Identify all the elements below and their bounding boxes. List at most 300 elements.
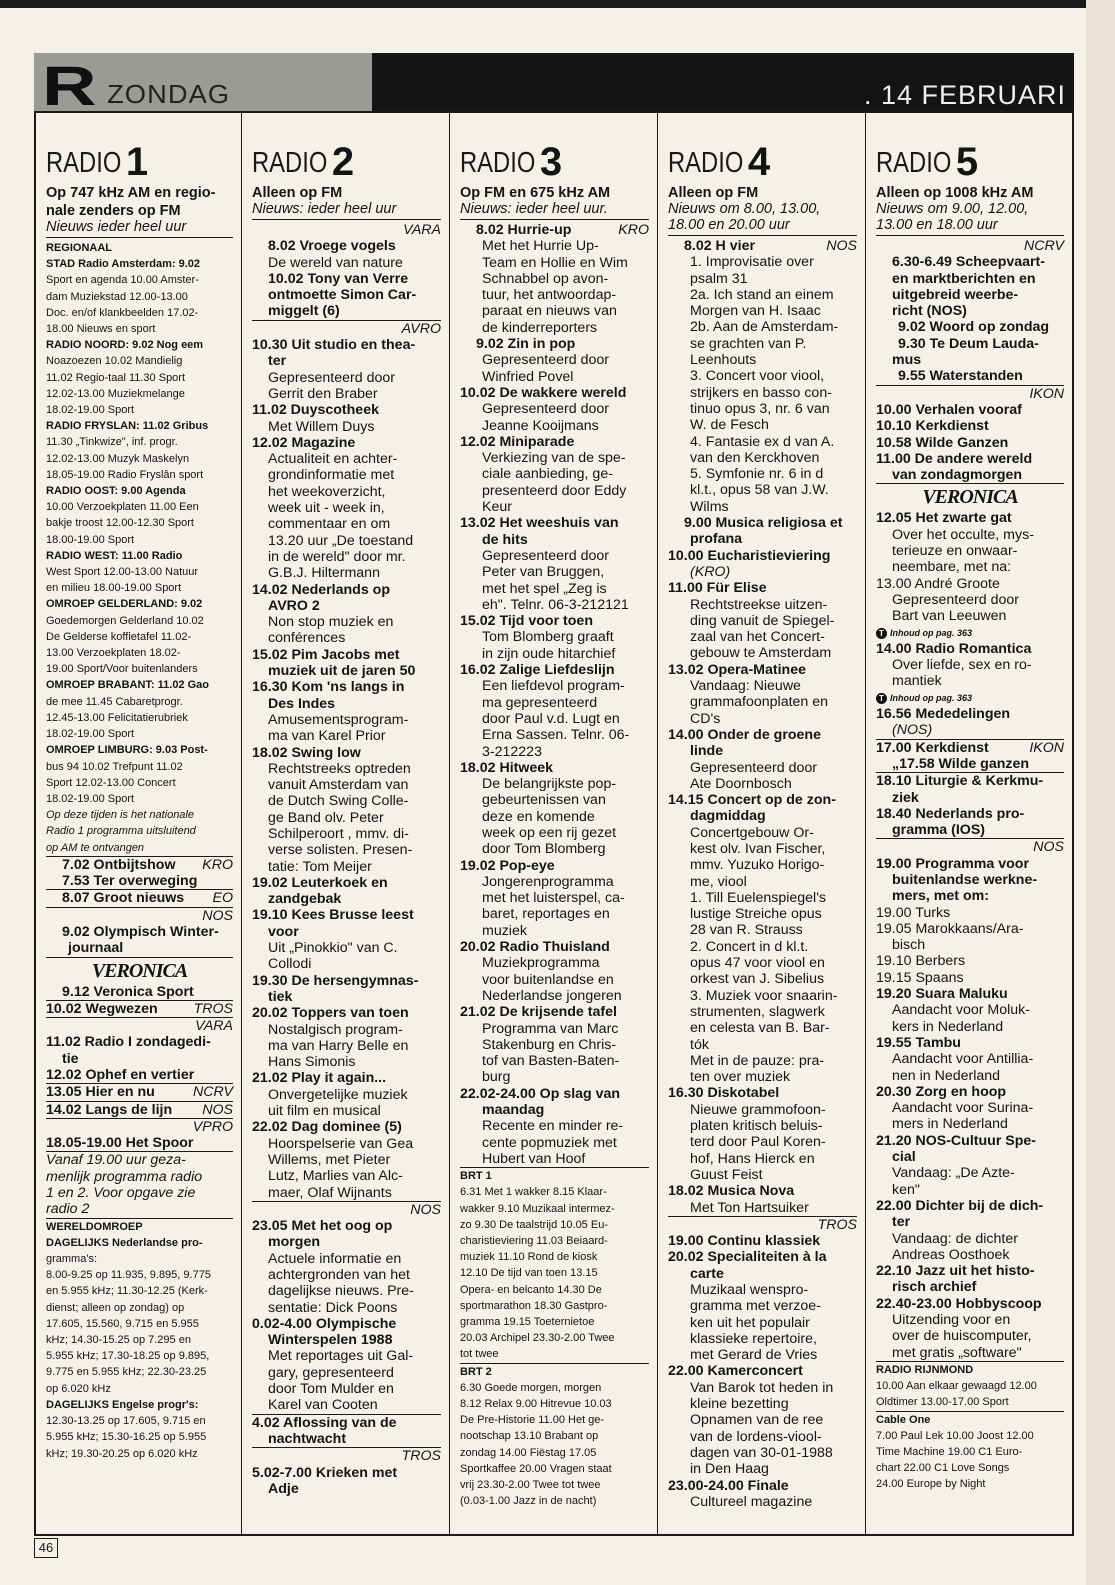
program-line: tatie: Tom Meijer xyxy=(268,858,372,875)
program-line: van den Kerckhoven xyxy=(690,449,820,466)
program-line: OMROEP GELDERLAND: 9.02 xyxy=(46,598,203,611)
program-line: Collodi xyxy=(268,956,312,973)
program-line: nootschap 13.10 Brabant op xyxy=(460,1430,599,1443)
program-line: Radio 1 programma uitsluitend xyxy=(46,825,196,838)
page-header xyxy=(34,53,1074,117)
program-line: opus 47 voor viool en xyxy=(690,955,825,972)
program-line: ken" xyxy=(892,1181,920,1198)
top-rule xyxy=(0,0,1115,8)
program-line: de hits xyxy=(482,531,528,548)
program-line: Met reportages uit Gal- xyxy=(268,1348,414,1365)
column-heading xyxy=(46,113,233,183)
program-line: en marktberichten en xyxy=(892,270,1036,287)
program-line: nachtwacht xyxy=(252,1431,441,1448)
program-line: 19.00 Programma voor xyxy=(876,855,1029,872)
program-line: 15.02 Tijd voor toen xyxy=(460,613,593,630)
news-line: Nieuws om 8.00, 13.00, xyxy=(668,201,821,217)
program-line: strumenten, slagwerk xyxy=(690,1003,825,1020)
program-line: 24.00 Europe by Night xyxy=(876,1478,986,1491)
program-line: in de wereld" door mr. xyxy=(268,548,406,565)
radio-5-column xyxy=(866,113,1072,1534)
program-line: RADIO NOORD: 9.02 Nog eem xyxy=(46,339,204,352)
program-line: paraat en nieuws van xyxy=(482,303,617,320)
program-line: Met Willem Duys xyxy=(268,418,375,435)
program-line: zaal van het Concert- xyxy=(690,629,825,646)
program-line: met het luisterspel, ca- xyxy=(482,890,625,907)
program-line: tók xyxy=(690,1036,709,1053)
program-line: Goedemorgen Gelderland 10.02 xyxy=(46,614,204,627)
program-line: 13.02 Het weeshuis van xyxy=(460,515,619,532)
program-line: 16.02 Zalige Liefdeslijn xyxy=(460,662,615,679)
frequency-info: Alleen op FM xyxy=(668,185,759,201)
program-line: 20.03 Archipel 23.30-2.00 Twee xyxy=(460,1332,615,1345)
program-line: journaal xyxy=(46,940,233,957)
program-line: de Dutch Swing Colle- xyxy=(268,793,409,810)
program-line: conférences xyxy=(268,630,346,647)
radio-number: 3 xyxy=(539,140,563,184)
program-line: 2. Concert in d kl.t. xyxy=(690,938,809,955)
program-line: De Gelderse koffietafel 11.02- xyxy=(46,630,192,643)
program-line: over de huiscomputer, xyxy=(892,1328,1032,1345)
program-line: De Pre-Historie 11.00 Het ge- xyxy=(460,1414,605,1427)
program-line: gramma's: xyxy=(46,1253,97,1266)
program-line: 11.30 „Tinkwize", inf. progr. xyxy=(46,436,178,449)
program-line: profana xyxy=(690,531,743,548)
program-line: mmv. Yuzuko Horigo- xyxy=(690,857,825,874)
program-line: Andreas Oosthoek xyxy=(892,1246,1010,1263)
program-line: Aandacht voor Moluk- xyxy=(892,1002,1031,1019)
program-line: RADIO OOST: 9.00 Agenda xyxy=(46,485,186,498)
radio-number: 5 xyxy=(955,140,979,184)
program-line: door Tom Blomberg xyxy=(482,841,606,858)
program-line: radio 2 xyxy=(46,1201,233,1218)
program-line: op 6.020 kHz xyxy=(46,1382,111,1395)
radio-number: 2 xyxy=(331,140,355,184)
broadcaster-tag: TROS xyxy=(401,1448,441,1465)
radio-label: RADIO xyxy=(46,147,122,179)
news-line: 13.00 en 18.00 uur xyxy=(876,217,998,233)
program-line: Met Ton Hartsuiker xyxy=(668,1200,857,1217)
program-line: Vandaag: „De Azte- xyxy=(892,1165,1015,1182)
program-line: 21.20 NOS-Cultuur Spe- xyxy=(876,1132,1037,1149)
program-line: Hubert van Hoof xyxy=(460,1151,649,1168)
radio-label: RADIO xyxy=(460,147,536,179)
program-line: in Den Haag xyxy=(690,1461,769,1478)
program-line: DAGELIJKS Nederlandse pro- xyxy=(46,1236,203,1249)
program-line: strijkers en basso con- xyxy=(690,384,832,401)
program-line: dam Muziekstad 12.00-13.00 xyxy=(46,290,188,303)
program-line: gramma 19.15 Toeternietoe xyxy=(460,1316,595,1329)
program-title: 13.05 Hier en nu xyxy=(46,1084,155,1101)
program-line: ontmoette Simon Car- xyxy=(268,287,417,304)
broadcaster-tag: IKON xyxy=(1029,385,1064,402)
veronica-logo: VERONICA xyxy=(922,486,1018,509)
program-line: Noazoezen 10.02 Mandielig xyxy=(46,355,183,368)
radio-4-column xyxy=(658,113,866,1534)
program-line: 19.00 Continu klassiek xyxy=(668,1233,821,1250)
program-list xyxy=(668,238,857,1510)
program-line: OMROEP LIMBURG: 9.03 Post- xyxy=(46,744,208,757)
program-line: kHz; 19.30-20.25 op 6.020 kHz xyxy=(46,1447,198,1460)
program-line: 12.10 De tijd van toen 13.15 xyxy=(460,1267,598,1280)
program-line: Karel van Cooten xyxy=(252,1397,441,1414)
program-line: 19.10 Berbers xyxy=(876,953,966,970)
program-line: muziek xyxy=(482,922,527,939)
program-line: 18.05-19.00 Het Spoor xyxy=(46,1135,233,1152)
frequency-info: Alleen op FM xyxy=(252,185,343,201)
frequency-info: Alleen op 1008 kHz AM xyxy=(876,185,1034,201)
program-line: dienst; alleen op zondag) op xyxy=(46,1301,185,1314)
program-line: de kinderreporters xyxy=(482,319,598,336)
program-line: Amusementsprogram- xyxy=(268,711,409,728)
broadcaster-tag: VARA xyxy=(403,222,441,238)
program-line: tinuo opus 3, nr. 6 van xyxy=(690,400,830,417)
program-line: „17.58 Wilde ganzen xyxy=(876,756,1064,773)
program-line: Schilperoort , mmv. di- xyxy=(268,825,409,842)
news-schedule xyxy=(876,201,1064,236)
program-line: Non stop muziek en xyxy=(268,614,394,631)
program-title: 8.07 Groot nieuws xyxy=(62,890,185,907)
tip-icon: T xyxy=(876,693,887,704)
program-line: 18.02-19.00 Sport xyxy=(46,404,135,417)
program-line: 18.00 Nieuws en sport xyxy=(46,323,156,336)
program-line: bakje troost 12.00-12.30 Sport xyxy=(46,517,194,530)
program-line: eh". Telnr. 06-3-212121 xyxy=(482,596,629,613)
program-line: 14.00 Onder de groene xyxy=(668,726,821,743)
program-line: 1 en 2. Voor opgave zie xyxy=(46,1185,196,1202)
frequency-info: Op FM en 675 kHz AM xyxy=(460,185,611,201)
content-reference xyxy=(876,625,1064,641)
program-line: Gepresenteerd door xyxy=(482,547,609,564)
program-line: 19.55 Tambu xyxy=(876,1034,961,1051)
program-line: Muziekprogramma xyxy=(482,955,600,972)
program-entry xyxy=(46,1001,233,1018)
program-line: Opera- en belcanto 14.30 De xyxy=(460,1283,602,1296)
program-line: linde xyxy=(690,743,724,760)
program-line: ter xyxy=(268,353,287,370)
program-line: 22.02 Dag dominee (5) xyxy=(252,1119,402,1136)
program-line: 16.30 Diskotabel xyxy=(668,1085,780,1102)
program-line: Winterspelen 1988 xyxy=(268,1332,393,1349)
program-line: nen in Nederland xyxy=(892,1067,1001,1084)
program-line: 11.02 Duyscotheek xyxy=(252,402,379,419)
program-line: week uit - week in, xyxy=(268,500,385,517)
program-line: 9.02 Zin in pop xyxy=(476,336,576,353)
program-line: en 5.955 kHz; 11.30-12.25 (Kerk- xyxy=(46,1285,208,1298)
program-line: 23.05 Met het oog op xyxy=(252,1218,393,1235)
program-list xyxy=(876,238,1064,1493)
program-line: Leenhouts xyxy=(690,352,757,369)
program-line: buitenlandse werkne- xyxy=(892,871,1038,888)
program-title: 8.02 Hurrie-up xyxy=(476,222,572,238)
program-line: W. de Fesch xyxy=(690,417,769,434)
program-line: Uitzending voor en xyxy=(892,1312,1011,1328)
header-day-block xyxy=(34,53,372,117)
program-line: van zondagmorgen xyxy=(876,467,1064,484)
program-line: lustige Streiche opus xyxy=(690,906,822,923)
program-line: verse solisten. Presen- xyxy=(268,842,413,859)
program-line: Met in de pauze: pra- xyxy=(690,1052,825,1069)
broadcaster-tag: NCRV xyxy=(193,1084,233,1101)
program-line: neembare, met na: xyxy=(892,559,1012,576)
program-line: Nieuwe grammofoon- xyxy=(690,1101,826,1118)
program-line: 12.02-13.00 Muzyk Maskelyn xyxy=(46,452,190,465)
program-line: ma gepresenteerd xyxy=(482,694,598,711)
program-line: vanuit Amsterdam van xyxy=(268,777,409,794)
program-line: 14.15 Concert op de zon- xyxy=(668,792,836,809)
program-line: 8.02 Vroege vogels xyxy=(268,238,396,255)
frequency-info: Op 747 kHz AM en regio- xyxy=(46,185,216,201)
program-line: tof van Basten-Baten- xyxy=(482,1053,620,1070)
program-line: 20.02 Toppers van toen xyxy=(252,1005,409,1022)
program-line: West Sport 12.00-13.00 Natuur xyxy=(46,566,199,579)
program-line: hof, Hans Hierck en xyxy=(690,1150,815,1167)
program-line: Actuele informatie en xyxy=(268,1250,402,1267)
program-line: 22.40-23.00 Hobbyscoop xyxy=(876,1295,1042,1312)
program-line: BRT 2 xyxy=(460,1365,492,1378)
program-line: 18.10 Liturgie & Kerkmu- xyxy=(876,773,1044,790)
program-line: 11.02 Regio-taal 11.30 Sport xyxy=(46,371,186,384)
program-line: CD's xyxy=(690,710,721,727)
broadcaster-tag: NCRV xyxy=(1024,238,1064,254)
program-line: met gratis „software" xyxy=(876,1345,1064,1362)
date-title: . 14 FEBRUARI xyxy=(863,80,1066,110)
program-line: 1. Improvisatie over xyxy=(690,254,814,271)
program-line: maer, Olaf Wijnants xyxy=(252,1185,441,1202)
program-line: 11.00 Für Elise xyxy=(668,580,767,597)
program-line: DAGELIJKS Engelse progr's: xyxy=(46,1398,199,1411)
program-entry xyxy=(46,890,233,907)
program-line: kHz; 14.30-15.25 op 7.295 en xyxy=(46,1334,191,1347)
program-line: presenteerd door Eddy xyxy=(482,482,627,499)
program-line: 18.02 Hitweek xyxy=(460,759,554,776)
program-list xyxy=(46,240,233,1462)
program-line: 10.30 Uit studio en thea- xyxy=(252,337,416,354)
broadcaster-tag: VARA xyxy=(195,1018,233,1035)
program-line: het weekoverzicht, xyxy=(268,483,386,500)
station-grid xyxy=(34,111,1074,1536)
program-line: 22.00 Kamerconcert xyxy=(668,1363,803,1380)
program-line: met het spel „Zeg is xyxy=(482,580,607,597)
program-line: 13.00 Verzoekplaten 18.02- xyxy=(46,647,181,660)
program-line: cente popmuziek met xyxy=(482,1134,617,1151)
program-line: Bart van Leeuwen xyxy=(892,608,1007,625)
program-line: zo 9.30 De taalstrijd 10.05 Eu- xyxy=(460,1218,608,1231)
program-line: Tom Blomberg graaft xyxy=(482,629,614,646)
program-line: Wilms xyxy=(690,498,729,515)
program-line: 9.775 en 5.955 kHz; 22.30-23.25 xyxy=(46,1366,207,1379)
program-line: Gepresenteerd door xyxy=(268,369,395,386)
program-line: 20.02 Specialiteiten à la xyxy=(668,1249,827,1266)
radio-label: RADIO xyxy=(668,147,744,179)
program-line: Guust Feist xyxy=(690,1166,763,1183)
program-line: ziek xyxy=(892,789,919,806)
program-line: BRT 1 xyxy=(460,1170,492,1183)
broadcaster-tag: VPRO xyxy=(192,1118,233,1135)
program-line: de mee 11.45 Cabaretprogr. xyxy=(46,695,183,708)
program-line: 4. Fantasie ex d van A. xyxy=(690,433,835,450)
program-line: De belangrijkste pop- xyxy=(482,776,617,793)
tip-icon: T xyxy=(876,628,887,639)
program-line: gebouw te Amsterdam xyxy=(690,645,832,662)
radio-1-column xyxy=(36,113,242,1534)
program-line: 4.02 Aflossing van de xyxy=(252,1414,397,1431)
program-line: 3. Muziek voor snaarin- xyxy=(690,987,838,1004)
program-entry xyxy=(46,857,233,873)
program-line: kers in Nederland xyxy=(892,1018,1004,1035)
program-line: Gepresenteerd door xyxy=(892,591,1019,608)
program-line: grammafoonplaten en xyxy=(690,694,829,711)
section-letter: R xyxy=(42,54,97,117)
program-line: Programma van Marc xyxy=(482,1020,619,1037)
broadcaster-tag: IKON xyxy=(1029,739,1064,756)
program-line: 20.02 Radio Thuisland xyxy=(460,939,610,956)
column-heading xyxy=(252,113,441,183)
program-line: Team en Hollie en Wim xyxy=(482,254,628,271)
program-line: 10.00 Verhalen vooraf xyxy=(876,401,1022,418)
day-title: ZONDAG xyxy=(107,79,231,109)
program-line: Gepresenteerd door xyxy=(482,401,609,418)
news-schedule: Nieuws: ieder heel uur xyxy=(252,201,441,220)
program-line: Recente en minder re- xyxy=(482,1118,624,1135)
program-line: 5.955 kHz; 15.30-16.25 op 5.955 xyxy=(46,1431,207,1444)
program-line: Cable One xyxy=(876,1413,931,1426)
program-line: mers, met om: xyxy=(892,888,989,905)
program-line: Gerrit den Braber xyxy=(268,385,378,402)
program-line: 10.10 Kerkdienst xyxy=(876,418,989,435)
program-line: Gepresenteerd door xyxy=(482,352,609,369)
program-line: 9.55 Waterstanden xyxy=(876,368,1064,385)
program-entry xyxy=(460,222,649,238)
program-line: achtergronden van het xyxy=(268,1267,410,1283)
broadcaster-tag: EO xyxy=(212,890,233,907)
program-line: se grachten van P. xyxy=(690,335,807,352)
program-line: ten over muziek xyxy=(690,1069,791,1086)
program-line: 10.00 Aan elkaar gewaagd 12.00 xyxy=(876,1380,1037,1393)
program-line: sentatie: Dick Poons xyxy=(268,1299,398,1316)
reference-text: Inhoud op pag. 363 xyxy=(890,692,973,703)
news-line: 18.00 en 20.00 uur xyxy=(668,217,790,233)
program-line: 19.00 Sport/Voor buitenlanders xyxy=(46,663,198,676)
program-line: dagelijkse nieuws. Pre- xyxy=(268,1283,414,1300)
program-line: 18.00-19.00 Sport xyxy=(46,533,135,546)
program-line: 21.02 Play it again... xyxy=(252,1070,387,1087)
program-line: Adje xyxy=(268,1480,299,1497)
program-line: door Tom Mulder en xyxy=(268,1381,394,1398)
program-list xyxy=(460,222,649,1509)
program-title: 8.02 H vier xyxy=(684,238,755,254)
program-line: carte xyxy=(690,1265,724,1282)
program-line: ter xyxy=(892,1214,911,1231)
program-line: Over het occulte, mys- xyxy=(892,526,1034,543)
program-entry xyxy=(46,1084,233,1101)
program-line: gary, gepresenteerd xyxy=(268,1364,394,1381)
program-line: Gepresenteerd door xyxy=(690,759,817,776)
program-line: REGIONAAL xyxy=(46,242,112,254)
program-line: terieuze en onwaar- xyxy=(892,543,1018,560)
program-line: tuur, het antwoordap- xyxy=(482,287,617,304)
program-line: 18.02 Swing low xyxy=(252,744,361,761)
veronica-logo: VERONICA xyxy=(91,959,188,982)
broadcaster-tag: NOS xyxy=(1033,839,1064,856)
program-line: AVRO 2 xyxy=(268,597,320,614)
program-line: Opnamen van de ree xyxy=(690,1412,824,1429)
program-line: Sport 12.02-13.00 Concert xyxy=(46,776,176,789)
column-heading xyxy=(876,113,1064,183)
program-line: 23.00-24.00 Finale xyxy=(668,1477,789,1494)
radio-number: 1 xyxy=(125,140,149,184)
program-line: gebeurtenissen van xyxy=(482,792,606,809)
program-line: 12.02 Miniparade xyxy=(460,433,575,450)
program-line: 22.10 Jazz uit het histo- xyxy=(876,1263,1035,1280)
program-line: 19.20 Suara Maluku xyxy=(876,986,1008,1003)
column-heading xyxy=(668,113,857,183)
program-line: platen kritisch beluis- xyxy=(690,1118,823,1135)
program-line: miggelt (6) xyxy=(252,303,441,320)
program-line: 18.02 Musica Nova xyxy=(668,1183,795,1200)
program-line: Een liefdevol program- xyxy=(482,678,625,695)
header-date-block xyxy=(372,53,1074,111)
program-title: 7.02 Ontbijtshow xyxy=(62,856,176,873)
program-line: mus xyxy=(892,352,922,369)
program-line: 12.30-13.25 op 17.605, 9.715 en xyxy=(46,1415,206,1428)
program-line: bus 94 10.02 Trefpunt 11.02 xyxy=(46,760,183,773)
program-line: muziek 11.10 Rond de kiosk xyxy=(460,1251,598,1264)
program-line: op AM te ontvangen xyxy=(46,840,233,857)
program-line: Willems, met Pieter xyxy=(268,1151,391,1168)
program-line: dagmiddag xyxy=(690,808,766,825)
program-line: 16.30 Kom 'ns langs in xyxy=(252,679,405,696)
program-line: door Paul v.d. Lugt en xyxy=(482,710,620,727)
program-line: Peter van Bruggen, xyxy=(482,564,605,581)
program-line: 21.02 De krijsende tafel xyxy=(460,1004,617,1021)
program-line: Vandaag: de dichter xyxy=(892,1230,1018,1247)
program-line: De wereld van nature xyxy=(268,254,403,271)
program-line: kleine bezetting xyxy=(690,1396,789,1413)
program-line: sportmarathon 18.30 Gastpro- xyxy=(460,1299,608,1312)
program-list xyxy=(252,222,441,1497)
page-number: 46 xyxy=(34,1538,58,1558)
program-line: Schnabbel op avon- xyxy=(482,270,609,287)
program-line: 2a. Ich stand an einem xyxy=(690,286,834,303)
program-line: G.B.J. Hiltermann xyxy=(268,565,380,582)
program-line: 28 van R. Strauss xyxy=(690,922,803,939)
program-line: 12.02 Ophef en vertier xyxy=(46,1067,233,1084)
program-line: 11.02 Radio I zondagedi- xyxy=(46,1034,211,1051)
program-line: 19.30 De hersengymnas- xyxy=(252,972,419,989)
program-line: gramma met verzoe- xyxy=(690,1298,821,1315)
program-line: risch archief xyxy=(892,1279,977,1296)
program-line: tie xyxy=(62,1050,79,1067)
program-line: cial xyxy=(892,1149,916,1166)
program-line: 9.02 Olympisch Winter- xyxy=(62,923,219,940)
program-line: Oldtimer 13.00-17.00 Sport xyxy=(876,1394,1064,1411)
program-line: 3-212223 xyxy=(482,743,542,760)
program-line: 2b. Aan de Amsterdam- xyxy=(690,319,839,336)
program-line: mers in Nederland xyxy=(892,1116,1008,1133)
program-line: 18.02-19.00 Sport xyxy=(46,728,135,741)
program-line: tot twee xyxy=(460,1346,649,1363)
program-line: uitgebreid weerbe- xyxy=(892,286,1019,303)
program-line: RADIO WEST: 11.00 Radio xyxy=(46,549,183,562)
program-line: Vandaag: Nieuwe xyxy=(690,678,801,695)
program-line: uit film en musical xyxy=(268,1103,381,1120)
broadcaster-tag: TROS xyxy=(817,1216,857,1233)
program-line: muziek uit de jaren 50 xyxy=(268,663,416,680)
program-line: Over liefde, sex en ro- xyxy=(892,657,1032,674)
program-line: Verkiezing van de spe- xyxy=(482,450,626,467)
program-line: Nederlandse jongeren xyxy=(482,987,622,1004)
